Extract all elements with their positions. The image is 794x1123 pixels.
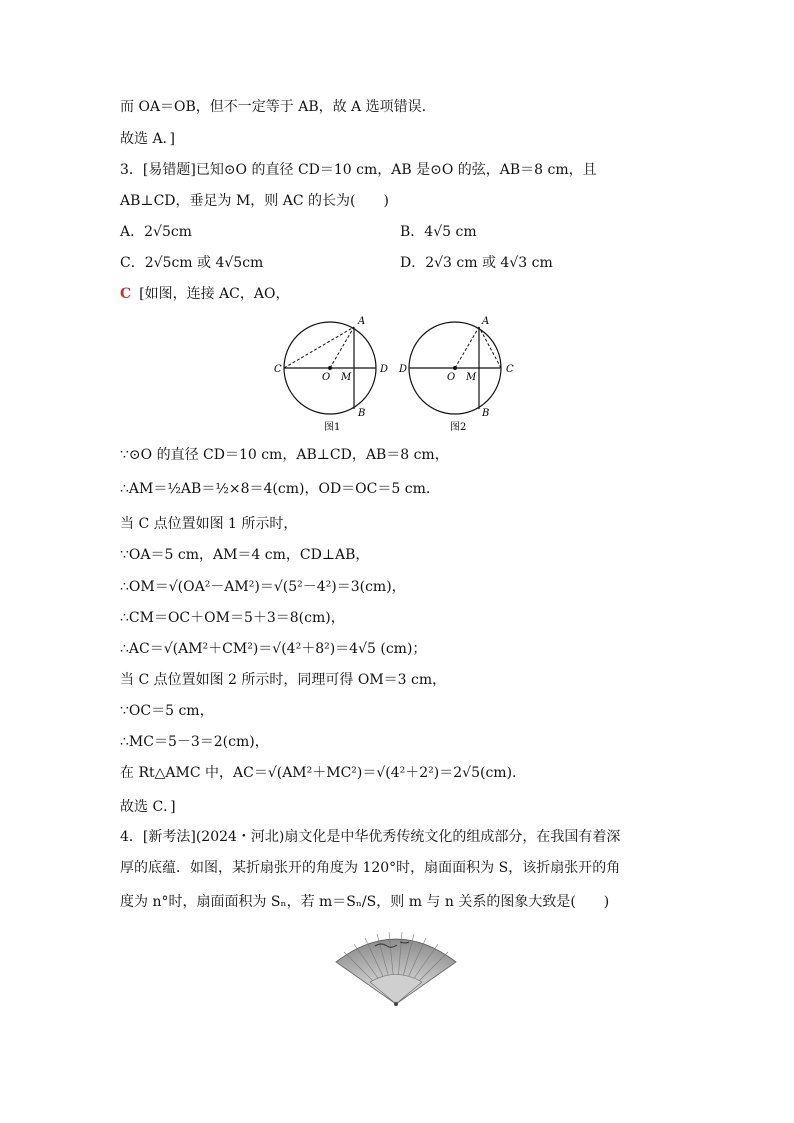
solution-line: ∴AC＝√(AM²＋CM²)＝√(4²＋8²)＝4√5 (cm)； [120, 641, 427, 657]
solution-line: ∵OC＝5 cm， [120, 703, 214, 719]
answer-text: [如图，连接 AC，AO， [139, 286, 290, 302]
label-o: O [322, 372, 331, 383]
question-3-line-1: 3．[易错题]已知⊙O 的直径 CD＝10 cm，AB 是⊙O 的弦，AB＝8 cm，且 [120, 162, 597, 178]
label-b: B [482, 408, 490, 419]
circle-figures [270, 312, 530, 437]
answer-letter: C [120, 286, 132, 302]
solution-line: ∴OM＝√(OA²－AM²)＝√(5²－4²)＝3(cm)， [120, 579, 406, 595]
figure-1 [274, 316, 388, 433]
label-c: C [506, 364, 514, 375]
text-line: 故选 A．] [120, 131, 176, 147]
label-m: M [466, 372, 477, 383]
figure-1-caption: 图1 [324, 422, 341, 433]
solution-line: ∴MC＝5－3＝2(cm)， [120, 734, 269, 750]
question-4-line-1: 4．[新考法](2024・河北)扇文化是中华优秀传统文化的组成部分，在我国有着深 [120, 829, 621, 845]
solution-line: 故选 C．] [120, 799, 176, 815]
figure-2 [398, 316, 514, 433]
question-4-line-2: 厚的底蕴．如图，某折扇张开的角度为 120°时，扇面面积为 S，该折扇张开的角 [120, 860, 621, 876]
answer-line [120, 284, 289, 304]
label-d: D [399, 364, 408, 375]
label-d: D [380, 364, 389, 375]
solution-line: ∴AM＝½AB＝½×8＝4(cm)，OD＝OC＝5 cm. [120, 481, 431, 497]
solution-line: 当 C 点位置如图 2 所示时，同理可得 OM＝3 cm， [120, 672, 447, 688]
label-b: B [358, 408, 366, 419]
solution-line: ∵OA＝5 cm，AM＝4 cm，CD⊥AB， [120, 547, 370, 563]
question-3-line-2: AB⊥CD，垂足为 M，则 AC 的长为( ) [120, 193, 389, 209]
solution-line: ∵⊙O 的直径 CD＝10 cm，AB⊥CD，AB＝8 cm， [120, 447, 449, 463]
option-c: C．2√5cm 或 4√5cm [120, 255, 264, 271]
label-o: O [447, 372, 456, 383]
solution-line: 在 Rt△AMC 中，AC＝√(AM²＋MC²)＝√(4²＋2²)＝2√5(cm). [120, 765, 517, 781]
option-b: B．4√5 cm [400, 224, 477, 240]
option-d: D．2√3 cm 或 4√3 cm [400, 255, 553, 271]
label-a: A [482, 316, 490, 327]
solution-line: 当 C 点位置如图 1 所示时， [120, 516, 298, 532]
label-c: C [274, 364, 282, 375]
option-a: A．2√5cm [120, 224, 192, 240]
text-line: 而 OA＝OB，但不一定等于 AB，故 A 选项错误. [120, 99, 427, 115]
folding-fan-image [330, 922, 462, 1012]
question-4-line-3: 度为 n°时，扇面面积为 Sₙ，若 m＝Sₙ/S，则 m 与 n 关系的图象大致是( ) [120, 894, 610, 910]
solution-line: ∴CM＝OC＋OM＝5＋3＝8(cm)， [120, 610, 345, 626]
figure-2-caption: 图2 [450, 422, 467, 433]
label-m: M [341, 372, 352, 383]
label-a: A [358, 316, 366, 327]
